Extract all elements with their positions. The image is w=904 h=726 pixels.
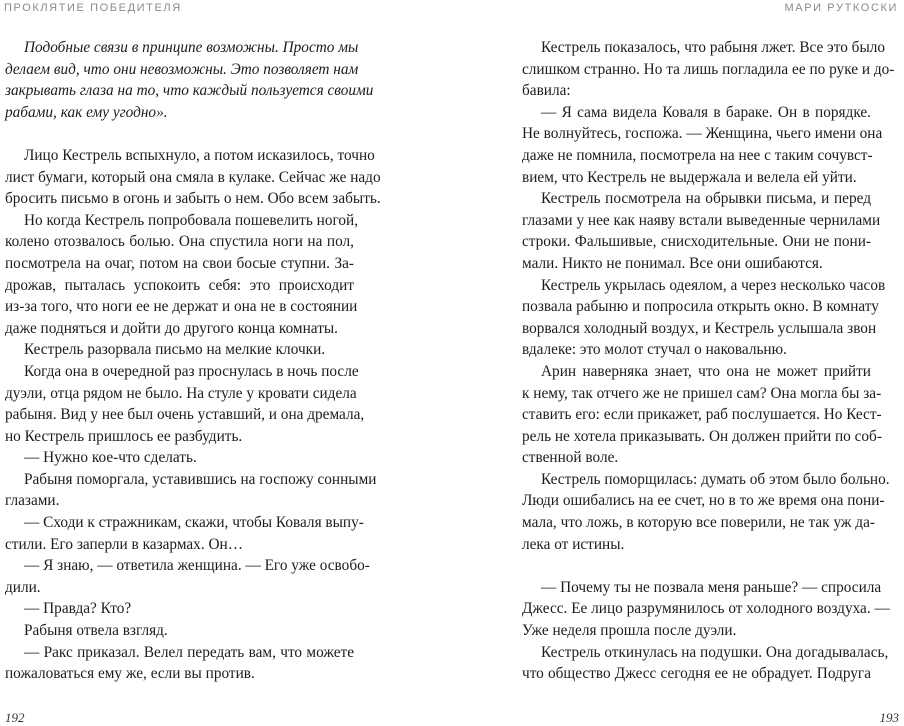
text-line: ставить его: если прикажет, раб послушается. Но Кест- xyxy=(522,406,882,424)
text-line: позвала рабыню и попросила открыть окно. В комнату xyxy=(522,298,879,316)
text-line: рель не хотела приказывать. Он должен прийти по соб- xyxy=(522,427,882,445)
text-line: дуэли, отца рядом не было. На стуле у кровати сидела xyxy=(5,384,357,402)
text-line: лист бумаги, который она смяла в кулаке. Сейчас же надо xyxy=(5,168,381,186)
text-line: дили. xyxy=(5,578,41,596)
text-line: Рабыня поморгала, уставившись на госпожу сонными xyxy=(24,470,377,488)
text-line: слишком странно. Но та лишь погладила ее по руке и до- xyxy=(522,60,895,78)
text-line: бросить письмо в огонь и забыть о нем. Обо всем забыть. xyxy=(5,190,381,208)
text-line: даже не помнила, посмотрела на нее с таким сочувст- xyxy=(522,146,873,164)
text-line: Кестрель укрылась одеялом, а через несколько часов xyxy=(541,276,886,294)
text-line: — Сходи к стражникам, скажи, чтобы Коваля выпу- xyxy=(24,514,364,532)
blank-line xyxy=(522,555,871,577)
text-line: лека от истины. xyxy=(522,535,625,553)
text-line: что общество Джесс сегодня ее не обрадует. Подруга xyxy=(522,665,871,683)
text-line: — Ракс приказал. Велел передать вам, что можете xyxy=(24,643,354,661)
text-line: делаем вид, что они невозможны. Это позволяет нам xyxy=(5,60,359,78)
page-number-right: 193 xyxy=(879,710,899,725)
text-line: глазами у нее как наяву встали выведенные чернилами xyxy=(522,211,881,229)
text-line: закрывать глаза на то, что каждый пользуется своими xyxy=(5,82,374,100)
text-line: Кестрель посмотрела на обрывки письма, и перед xyxy=(541,190,871,208)
text-line: Кестрель разорвала письмо на мелкие клочки. xyxy=(24,341,326,359)
text-line: посмотрела на очаг, потом на свои босые ступни. За- xyxy=(5,254,354,272)
text-line: Кестрель показалось, что рабыня лжет. Все это было xyxy=(541,39,886,56)
text-line: рабами, как ему угодно». xyxy=(5,103,168,121)
text-line: даже подняться и дойти до другого конца комнаты. xyxy=(5,319,338,337)
text-line: — Я сама видела Коваля в бараке. Он в порядке. xyxy=(541,103,871,121)
text-line: Лицо Кестрель вспыхнуло, а потом исказилось, точно xyxy=(24,146,375,164)
running-head-book-title: ПРОКЛЯТИЕ ПОБЕДИТЕЛЯ xyxy=(4,2,182,14)
text-line: Кестрель откинулась на подушки. Она догадывалась, xyxy=(541,643,889,661)
text-line: Подобные связи в принципе возможны. Просто мы xyxy=(24,39,359,56)
text-line: Не волнуйтесь, госпожа. — Женщина, чьего имени она xyxy=(522,125,883,143)
text-line: Джесс. Ее лицо разрумянилось от холодного воздуха. — xyxy=(522,600,890,618)
text-line: стили. Его заперли в казармах. Он… xyxy=(5,535,244,553)
text-line: Люди ошибались на ее счет, но в то же время она пони- xyxy=(522,492,885,510)
text-line: Арин наверняка знает, что она не может прийти xyxy=(541,362,871,380)
text-line: — Я знаю, — ответила женщина. — Его уже освобо- xyxy=(24,557,370,575)
blank-line xyxy=(5,123,354,145)
text-line: Уже неделя прошла после дуэли. xyxy=(522,622,737,640)
text-line: из-за того, что ноги ее не держат и она не в состоянии xyxy=(5,298,358,316)
text-line: — Правда? Кто? xyxy=(24,600,132,618)
text-line: Но когда Кестрель попробовала пошевелить ногой, xyxy=(24,211,359,229)
text-line: вием, что Кестрель не выдержала и велела ей уйти. xyxy=(522,168,857,186)
text-line: мала, что ложь, в которую все поверили, не так уж да- xyxy=(522,514,875,532)
text-line: ворвался холодный воздух, и Кестрель услышала звон xyxy=(522,319,877,337)
right-page-text xyxy=(522,37,895,685)
text-line: — Нужно кое-что сделать. xyxy=(24,449,197,467)
running-head-author: МАРИ РУТКОСКИ xyxy=(784,2,898,14)
text-line: Рабыня отвела взгляд. xyxy=(24,622,168,640)
text-line: колено отозвалось болью. Она спустила ноги на пол, xyxy=(5,233,354,251)
text-line: Когда она в очередной раз проснулась в ночь после xyxy=(24,362,359,380)
text-line: глазами. xyxy=(5,492,60,510)
text-line: ственной воле. xyxy=(522,449,619,467)
text-line: к нему, так отчего же не пришел сам? Она могла бы за- xyxy=(522,384,882,402)
text-line: строки. Фальшивые, снисходительные. Они не пони- xyxy=(522,233,871,251)
text-line: вдалеке: это молот стучал о наковальню. xyxy=(522,341,787,359)
text-line: бавила: xyxy=(522,82,571,100)
text-line: — Почему ты не позвала меня раньше? — спросила xyxy=(541,578,882,596)
text-line: Кестрель поморщилась: думать об этом было больно. xyxy=(541,470,890,488)
left-page-text xyxy=(5,37,381,685)
text-line: пожаловаться ему же, если вы против. xyxy=(5,665,255,683)
text-line: рабыня. Вид у нее был очень уставший, и она дремала, xyxy=(5,406,365,424)
text-line: дрожав, пыталась успокоить себя: это происходит xyxy=(5,276,354,294)
text-line: но Кестрель пришлось ее разбудить. xyxy=(5,427,243,445)
page-number-left: 192 xyxy=(5,710,25,725)
text-line: мали. Никто не понимал. Все они ошибаются. xyxy=(522,254,823,272)
